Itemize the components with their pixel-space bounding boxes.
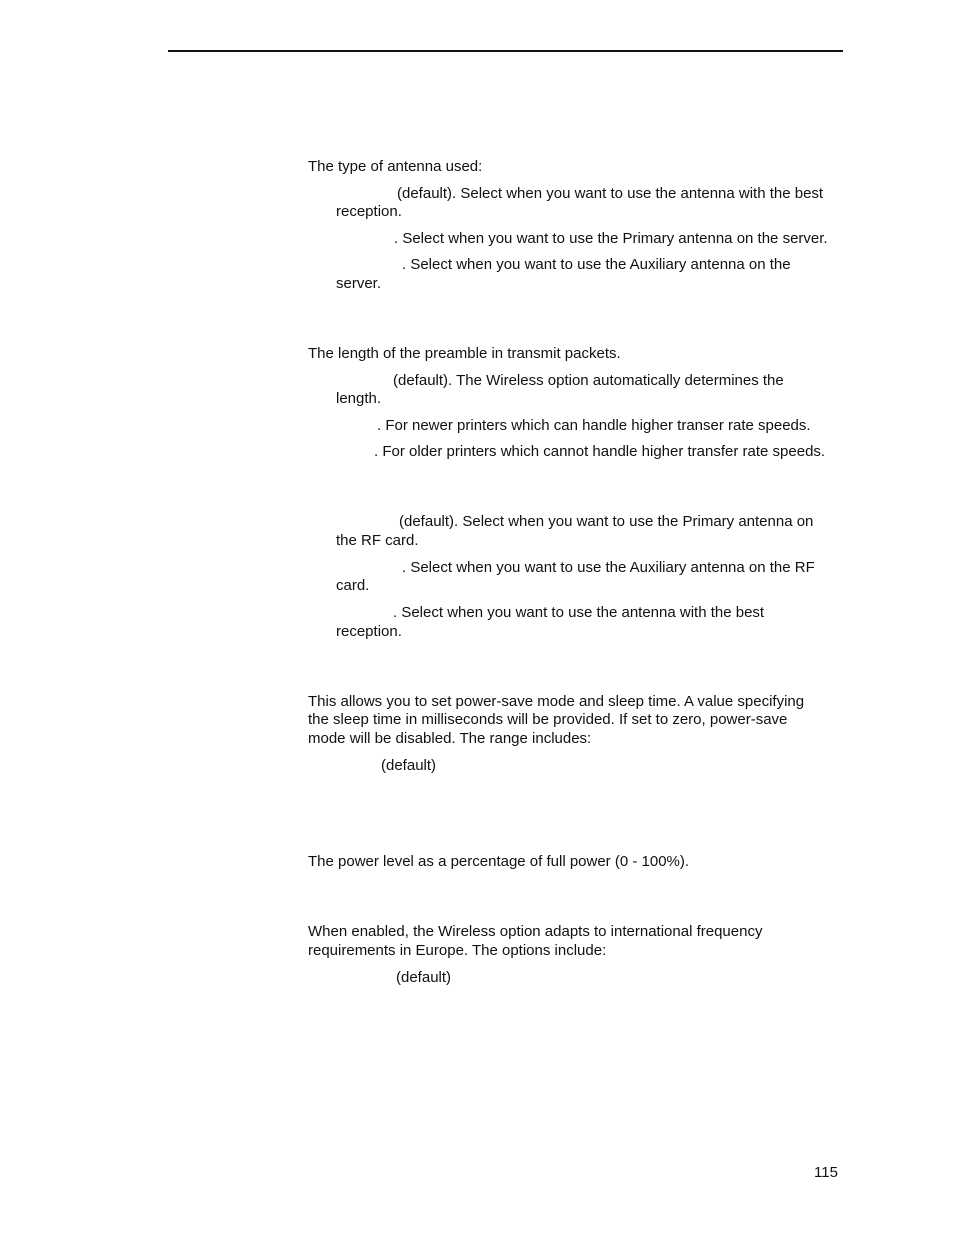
- international-line-1: When enabled, the Wireless option adapts to international frequency: [308, 923, 763, 940]
- power-save-line-1: This allows you to set power-save mode and sleep time. A value specifying: [308, 693, 805, 710]
- antenna-option-1-line-1: (default). Select when you want to use the antenna with the best: [397, 185, 824, 202]
- page-number: 115: [814, 1164, 838, 1181]
- power-level-text: The power level as a percentage of full power (0 - 100%).: [308, 853, 690, 870]
- power-save-default: (default): [381, 757, 437, 774]
- rf-antenna-option-1-line-2: the RF card.: [336, 532, 419, 549]
- preamble-option-1-line-2: length.: [336, 390, 382, 407]
- antenna-option-3-line-1: . Select when you want to use the Auxiliary antenna on the: [402, 256, 791, 273]
- preamble-option-1-line-1: (default). The Wireless option automatically determines the: [393, 372, 784, 389]
- rf-antenna-option-2-line-1: . Select when you want to use the Auxiliary antenna on the RF: [402, 559, 815, 576]
- international-default: (default): [396, 969, 452, 986]
- antenna-intro: The type of antenna used:: [308, 158, 483, 175]
- antenna-option-2: . Select when you want to use the Primary antenna on the server.: [394, 230, 828, 247]
- preamble-option-2: . For newer printers which can handle higher transer rate speeds.: [377, 417, 811, 434]
- antenna-option-3-line-2: server.: [336, 275, 382, 292]
- power-save-line-2: the sleep time in milliseconds will be provided. If set to zero, power-save: [308, 711, 788, 728]
- header-rule: [168, 50, 843, 52]
- rf-antenna-option-1-line-1: (default). Select when you want to use the Primary antenna on: [399, 513, 814, 530]
- international-line-2: requirements in Europe. The options include:: [308, 942, 607, 959]
- rf-antenna-option-3-line-1: . Select when you want to use the antenna with the best: [393, 604, 765, 621]
- power-save-line-3: mode will be disabled. The range includes:: [308, 730, 592, 747]
- rf-antenna-option-2-line-2: card.: [336, 577, 370, 594]
- preamble-intro: The length of the preamble in transmit packets.: [308, 345, 621, 362]
- rf-antenna-option-3-line-2: reception.: [336, 623, 402, 640]
- preamble-option-3: . For older printers which cannot handle higher transfer rate speeds.: [374, 443, 826, 460]
- antenna-option-1-line-2: reception.: [336, 203, 402, 220]
